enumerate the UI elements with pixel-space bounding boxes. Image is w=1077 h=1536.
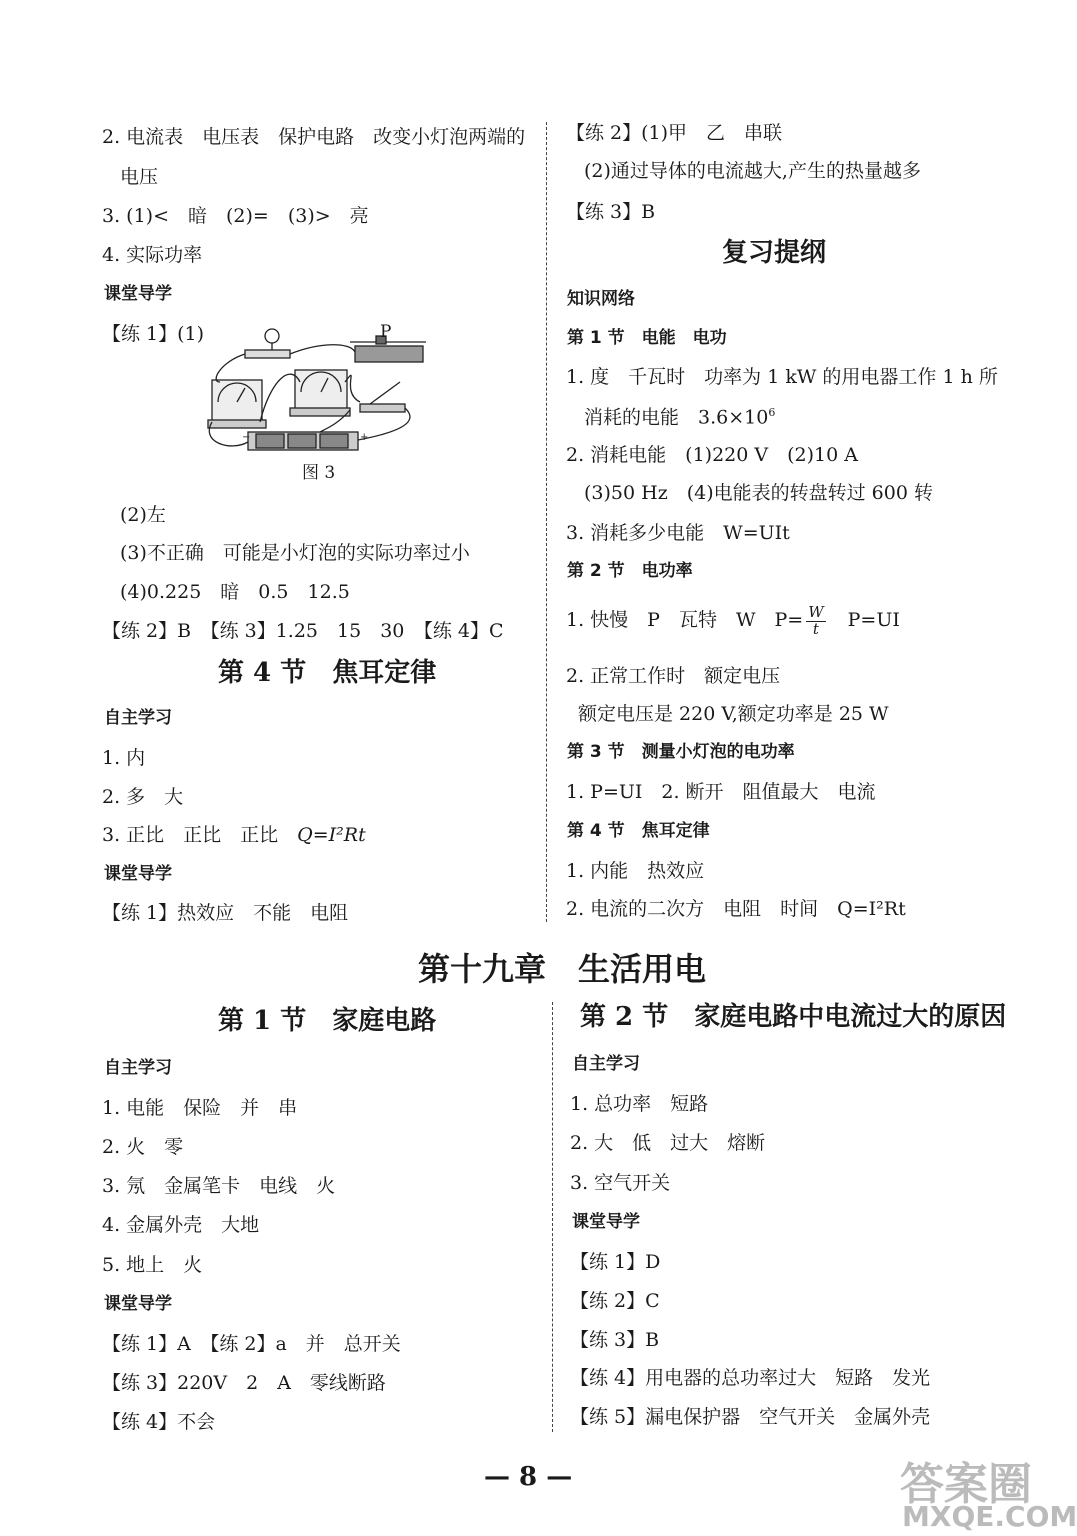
answer-line: (3)50 Hz (4)电能表的转盘转过 600 转 [584, 482, 933, 504]
fraction: $\frac{W}{t}$ [808, 602, 824, 638]
section-label: 自主学习 [104, 708, 172, 728]
answer-line: 【练 3】B [566, 201, 656, 223]
subsection-label: 第 3 节 测量小灯泡的电功率 [567, 742, 795, 762]
section-label: 课堂导学 [104, 1294, 172, 1314]
answer-line: 2. 多 大 [102, 786, 184, 808]
section-label: 自主学习 [572, 1054, 640, 1074]
answer-line: 1. P=UI 2. 断开 阻值最大 电流 [566, 781, 876, 803]
watermark-logo: 答案圈 [900, 1459, 1032, 1510]
answer-line: 2. 电流的二次方 电阻 时间 Q=I²Rt [566, 898, 906, 920]
section-label: 知识网络 [567, 289, 635, 309]
watermark-url: MXQE.COM [902, 1500, 1077, 1533]
answer-line: 【练 3】B [570, 1329, 660, 1351]
answer-line: 1. 内能 热效应 [566, 860, 705, 882]
subsection-label: 第 4 节 焦耳定律 [567, 821, 710, 841]
formula: Q=I²Rt [297, 824, 366, 846]
figure-caption: 图 3 [302, 463, 336, 483]
answer-line: 2. 电流表 电压表 保护电路 改变小灯泡两端的 [102, 126, 526, 148]
answer-line: 【练 2】(1)甲 乙 串联 [566, 122, 783, 144]
answer-line: 5. 地上 火 [102, 1254, 203, 1276]
answer-line: 3. 空气开关 [570, 1172, 671, 1194]
section-label: 自主学习 [104, 1058, 172, 1078]
answer-line: 【练 2】B 【练 3】1.25 15 30 【练 4】C [102, 620, 504, 642]
answer-line: (3)不正确 可能是小灯泡的实际功率过小 [120, 542, 470, 564]
answer-line: 4. 金属外壳 大地 [102, 1214, 260, 1236]
answer-line: 消耗的电能 $3.6\times 10^6$ [584, 406, 776, 429]
answer-line: 3. 消耗多少电能 W=UIt [566, 522, 790, 544]
circuit-diagram-figure [200, 322, 440, 462]
subsection-label: 第 2 节 电功率 [567, 561, 693, 581]
section-heading: 复习提纲 [722, 238, 827, 268]
answer-line: 4. 实际功率 [102, 244, 203, 266]
answer-line: 3. 氖 金属笔卡 电线 火 [102, 1175, 336, 1197]
section-label: 课堂导学 [104, 864, 172, 884]
answer-line: 1. 快慢 P 瓦特 W P= $\frac{W}{t}$ P=UI [566, 602, 900, 638]
answer-line: 1. 总功率 短路 [570, 1093, 709, 1115]
column-divider [546, 122, 547, 922]
section-heading: 第 2 节 家庭电路中电流过大的原因 [580, 1002, 1007, 1032]
answer-line: (2)左 [120, 504, 166, 526]
answer-line: (2)通过导体的电流越大,产生的热量越多 [584, 160, 921, 182]
answer-line: 1. 内 [102, 747, 146, 769]
answer-line: 2. 正常工作时 额定电压 [566, 665, 781, 687]
answer-line: 2. 消耗电能 (1)220 V (2)10 A [566, 444, 858, 466]
answer-line: 2. 火 零 [102, 1136, 184, 1158]
section-heading: 第 1 节 家庭电路 [218, 1006, 437, 1036]
svg-text:+: + [360, 432, 369, 443]
answer-line: 3. (1)< 暗 (2)= (3)> 亮 [102, 205, 369, 227]
answer-line: 【练 4】不会 [102, 1411, 216, 1433]
answer-line: 【练 3】220V 2 A 零线断路 [102, 1372, 386, 1394]
answer-line: 【练 1】A 【练 2】a 并 总开关 [102, 1333, 401, 1355]
page-number: — 8 — [484, 1462, 573, 1492]
column-divider [552, 1002, 553, 1432]
answer-line: 电压 [120, 166, 159, 188]
section-label: 课堂导学 [572, 1212, 640, 1232]
answer-line: 3. 正比 正比 正比 Q=I²Rt [102, 824, 366, 846]
rheostat-label: P [380, 322, 392, 342]
answer-line: 额定电压是 220 V,额定功率是 25 W [578, 703, 889, 725]
answer-line: 1. 电能 保险 并 串 [102, 1097, 298, 1119]
subsection-label: 第 1 节 电能 电功 [567, 328, 727, 348]
answer-line: 1. 度 千瓦时 功率为 1 kW 的用电器工作 1 h 所 [566, 366, 998, 388]
svg-text:−: − [242, 432, 251, 443]
chapter-title: 第十九章 生活用电 [418, 950, 707, 988]
answer-line: 【练 1】D [570, 1251, 661, 1273]
answer-line: 【练 4】用电器的总功率过大 短路 发光 [570, 1367, 931, 1389]
answer-line: (4)0.225 暗 0.5 12.5 [120, 581, 350, 603]
answer-line: 【练 1】(1) [102, 323, 205, 345]
section-heading: 第 4 节 焦耳定律 [218, 658, 437, 688]
section-label: 课堂导学 [104, 284, 172, 304]
answer-line: 【练 1】热效应 不能 电阻 [102, 902, 349, 924]
answer-line: 【练 2】C [570, 1290, 660, 1312]
answer-line: 2. 大 低 过大 熔断 [570, 1132, 766, 1154]
answer-line: 【练 5】漏电保护器 空气开关 金属外壳 [570, 1406, 931, 1428]
